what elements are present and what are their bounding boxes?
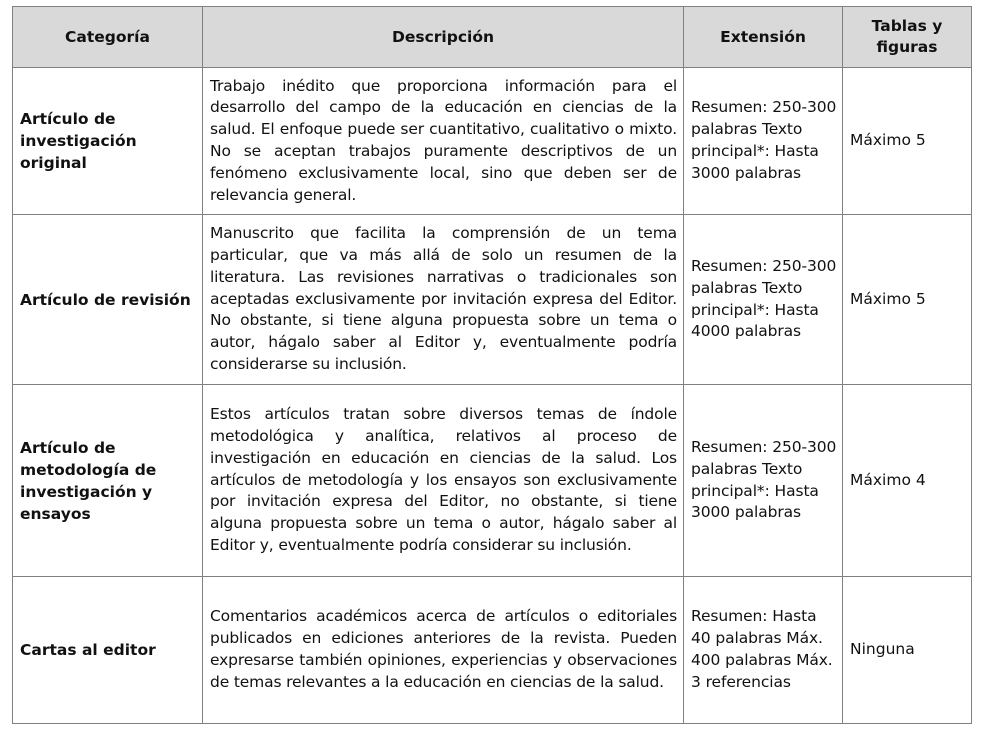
table-row <box>13 215 972 385</box>
category-cell: Cartas al editor <box>13 577 203 724</box>
category-cell: Artículo de revisión <box>13 215 203 385</box>
categories-table <box>12 6 972 724</box>
extension-cell: Resumen: Hasta 40 palabras Máx. 400 palabras Máx. 3 referencias <box>684 577 843 724</box>
table-header-row <box>13 7 972 68</box>
tables-figures-cell: Ninguna <box>843 577 972 724</box>
header-categoria: Categoría <box>13 7 203 68</box>
table-row <box>13 68 972 215</box>
description-cell: Estos artículos tratan sobre diversos temas de índole metodológica y analítica, relativos al proceso de investigación en educación en ciencias de la salud. Los artículos de metodología y los ensayos son exclusivamente por invitación expresa del Editor, no obstante, si tiene alguna propuesta sobre un tema o autor, hágalo saber al Editor y, eventualmente podría considerar su inclusión. <box>203 385 684 577</box>
table-row <box>13 577 972 724</box>
header-tablas-figuras: Tablas y figuras <box>843 7 972 68</box>
tables-figures-cell: Máximo 4 <box>843 385 972 577</box>
description-cell: Comentarios académicos acerca de artículos o editoriales publicados en ediciones anteriores de la revista. Pueden expresarse también opiniones, experiencias y observaciones de temas relevantes a la educación en ciencias de la salud. <box>203 577 684 724</box>
header-extension: Extensión <box>684 7 843 68</box>
extension-cell: Resumen: 250-300 palabras Texto principal*: Hasta 3000 palabras <box>684 68 843 215</box>
table-row <box>13 385 972 577</box>
category-cell: Artículo de metodología de investigación y ensayos <box>13 385 203 577</box>
extension-cell: Resumen: 250-300 palabras Texto principal*: Hasta 4000 palabras <box>684 215 843 385</box>
description-cell: Manuscrito que facilita la comprensión de un tema particular, que va más allá de solo un resumen de la literatura. Las revisiones narrativas o tradicionales son aceptadas exclusivamente por invitación expresa del Editor. No obstante, si tiene alguna propuesta sobre un tema o autor, hágalo saber al Editor y, eventualmente podría considerarse su inclusión. <box>203 215 684 385</box>
tables-figures-cell: Máximo 5 <box>843 215 972 385</box>
description-cell: Trabajo inédito que proporciona información para el desarrollo del campo de la educación en ciencias de la salud. El enfoque puede ser cuantitativo, cualitativo o mixto. No se aceptan trabajos puramente descriptivos de un fenómeno exclusivamente local, sino que deben ser de relevancia general. <box>203 68 684 215</box>
category-cell: Artículo de investigación original <box>13 68 203 215</box>
header-descripcion: Descripción <box>203 7 684 68</box>
tables-figures-cell: Máximo 5 <box>843 68 972 215</box>
extension-cell: Resumen: 250-300 palabras Texto principal*: Hasta 3000 palabras <box>684 385 843 577</box>
